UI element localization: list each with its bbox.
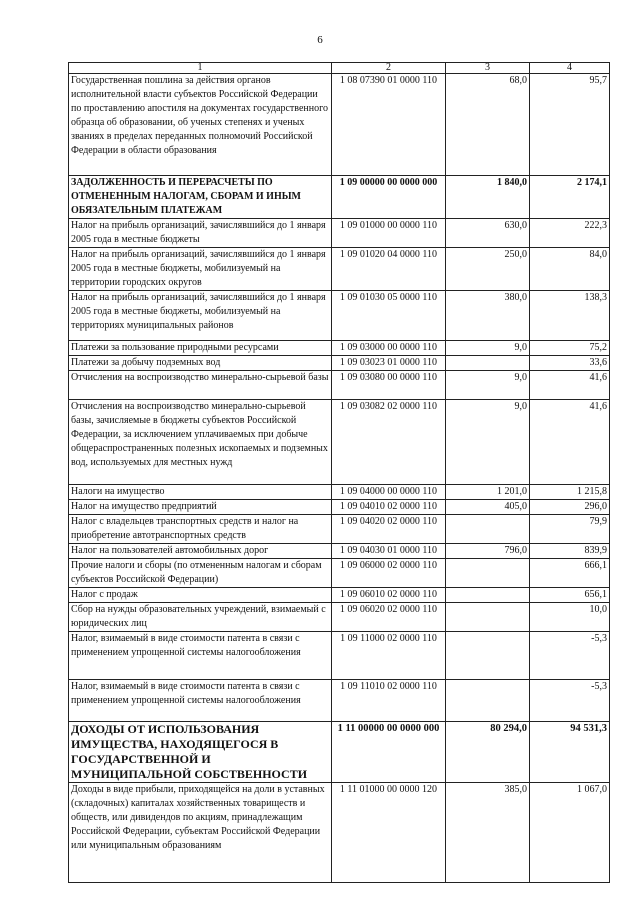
row-budget-code: 1 09 00000 00 0000 000 (332, 176, 446, 219)
row-value-col3: 9,0 (446, 371, 530, 400)
row-value-col3 (446, 632, 530, 680)
row-name: Налог с владельцев транспортных средств и налог на приобретение автотранспортных средств (69, 515, 332, 544)
row-value-col3 (446, 680, 530, 722)
row-name: Отчисления на воспроизводство минерально-сырьевой базы (69, 371, 332, 400)
row-value-col3: 380,0 (446, 291, 530, 341)
row-value-col4: 222,3 (530, 219, 610, 248)
row-name: Платежи за добычу подземных вод (69, 356, 332, 371)
row-value-col3: 630,0 (446, 219, 530, 248)
table-row (69, 356, 610, 371)
table-row (69, 632, 610, 680)
row-budget-code: 1 09 03000 00 0000 110 (332, 341, 446, 356)
row-value-col4: 1 067,0 (530, 783, 610, 883)
table-row (69, 783, 610, 883)
table-row (69, 341, 610, 356)
column-header: 2 (332, 63, 446, 74)
table-row (69, 485, 610, 500)
row-budget-code: 1 09 01020 04 0000 110 (332, 248, 446, 291)
table-row (69, 588, 610, 603)
row-value-col3 (446, 588, 530, 603)
row-name: Налог, взимаемый в виде стоимости патента в связи с применением упрощенной системы налогообложения (69, 632, 332, 680)
table-row (69, 544, 610, 559)
row-budget-code: 1 09 04020 02 0000 110 (332, 515, 446, 544)
table-row (69, 500, 610, 515)
row-name: Налог на имущество предприятий (69, 500, 332, 515)
table-row (69, 219, 610, 248)
row-budget-code: 1 09 04030 01 0000 110 (332, 544, 446, 559)
row-budget-code: 1 08 07390 01 0000 110 (332, 74, 446, 176)
row-value-col4: 296,0 (530, 500, 610, 515)
row-budget-code: 1 09 06000 02 0000 110 (332, 559, 446, 588)
row-value-col3: 80 294,0 (446, 722, 530, 783)
table-row (69, 400, 610, 485)
row-budget-code: 1 09 03080 00 0000 110 (332, 371, 446, 400)
row-value-col3 (446, 515, 530, 544)
row-value-col4: 79,9 (530, 515, 610, 544)
row-name: Налог с продаж (69, 588, 332, 603)
row-value-col4: 75,2 (530, 341, 610, 356)
row-value-col3: 796,0 (446, 544, 530, 559)
table-row (69, 248, 610, 291)
budget-revenue-table (68, 62, 610, 883)
row-budget-code: 1 11 01000 00 0000 120 (332, 783, 446, 883)
row-name: Прочие налоги и сборы (по отмененным налогам и сборам субъектов Российской Федерации) (69, 559, 332, 588)
page-number: 6 (317, 34, 323, 46)
row-name: ДОХОДЫ ОТ ИСПОЛЬЗОВАНИЯ ИМУЩЕСТВА, НАХОДЯЩЕГОСЯ В ГОСУДАРСТВЕННОЙ И МУНИЦИПАЛЬНОЙ СОБСТВЕННОСТИ (69, 722, 332, 783)
row-value-col4: 666,1 (530, 559, 610, 588)
row-budget-code: 1 09 06010 02 0000 110 (332, 588, 446, 603)
table-row (69, 74, 610, 176)
row-budget-code: 1 09 03023 01 0000 110 (332, 356, 446, 371)
row-name: Налог, взимаемый в виде стоимости патента в связи с применением упрощенной системы налогообложения (69, 680, 332, 722)
row-budget-code: 1 11 00000 00 0000 000 (332, 722, 446, 783)
column-header: 1 (69, 63, 332, 74)
row-budget-code: 1 09 06020 02 0000 110 (332, 603, 446, 632)
table-row (69, 291, 610, 341)
row-value-col3: 9,0 (446, 400, 530, 485)
row-value-col4: 41,6 (530, 400, 610, 485)
row-name: Доходы в виде прибыли, приходящейся на доли в уставных (складочных) капиталах хозяйственных товариществ и обществ, или дивидендов по акциям, принадлежащим Российской Федерации, субъектам Российской Федерации или муниципальным образованиям (69, 783, 332, 883)
row-value-col4: -5,3 (530, 680, 610, 722)
row-budget-code: 1 09 11000 02 0000 110 (332, 632, 446, 680)
row-value-col3: 9,0 (446, 341, 530, 356)
row-name: Налоги на имущество (69, 485, 332, 500)
row-name: Налог на прибыль организаций, зачислявшийся до 1 января 2005 года в местные бюджеты (69, 219, 332, 248)
row-name: Отчисления на воспроизводство минерально-сырьевой базы, зачисляемые в бюджеты субъектов Российской Федерации, за исключением уплачиваемых при добыче общераспространенных полезных ископаемых и подземных вод, используемых для местных нужд (69, 400, 332, 485)
table-row (69, 722, 610, 783)
column-header: 3 (446, 63, 530, 74)
table-row (69, 603, 610, 632)
row-value-col4: 839,9 (530, 544, 610, 559)
row-name: Налог на прибыль организаций, зачислявшийся до 1 января 2005 года в местные бюджеты, мобилизуемый на территории городских округов (69, 248, 332, 291)
row-name: Налог на пользователей автомобильных дорог (69, 544, 332, 559)
row-name: Сбор на нужды образовательных учреждений, взимаемый с юридических лиц (69, 603, 332, 632)
row-budget-code: 1 09 01030 05 0000 110 (332, 291, 446, 341)
row-value-col4: 41,6 (530, 371, 610, 400)
column-header: 4 (530, 63, 610, 74)
row-value-col4: 84,0 (530, 248, 610, 291)
row-value-col3 (446, 603, 530, 632)
table-row (69, 559, 610, 588)
row-value-col4: 656,1 (530, 588, 610, 603)
row-budget-code: 1 09 11010 02 0000 110 (332, 680, 446, 722)
row-value-col4: 1 215,8 (530, 485, 610, 500)
row-value-col3 (446, 356, 530, 371)
row-value-col3: 1 840,0 (446, 176, 530, 219)
row-value-col4: 95,7 (530, 74, 610, 176)
column-number-header (69, 63, 610, 74)
row-name: Платежи за пользование природными ресурсами (69, 341, 332, 356)
row-value-col4: -5,3 (530, 632, 610, 680)
row-value-col4: 138,3 (530, 291, 610, 341)
row-value-col3: 250,0 (446, 248, 530, 291)
row-budget-code: 1 09 04010 02 0000 110 (332, 500, 446, 515)
row-name: Государственная пошлина за действия органов исполнительной власти субъектов Российской Федерации по проставлению апостиля на документах государственного образца об образовании, об ученых степенях и ученых званиях в пределах переданных полномочий Российской Федерации в области образования (69, 74, 332, 176)
table-row (69, 176, 610, 219)
row-budget-code: 1 09 04000 00 0000 110 (332, 485, 446, 500)
row-budget-code: 1 09 01000 00 0000 110 (332, 219, 446, 248)
row-value-col3: 385,0 (446, 783, 530, 883)
row-value-col4: 2 174,1 (530, 176, 610, 219)
table-row (69, 680, 610, 722)
row-value-col4: 33,6 (530, 356, 610, 371)
row-name: Налог на прибыль организаций, зачислявшийся до 1 января 2005 года в местные бюджеты, мобилизуемый на территориях муниципальных районов (69, 291, 332, 341)
row-value-col4: 94 531,3 (530, 722, 610, 783)
row-name: ЗАДОЛЖЕННОСТЬ И ПЕРЕРАСЧЕТЫ ПО ОТМЕНЕННЫМ НАЛОГАМ, СБОРАМ И ИНЫМ ОБЯЗАТЕЛЬНЫМ ПЛАТЕЖАМ (69, 176, 332, 219)
row-value-col3 (446, 559, 530, 588)
table-row (69, 515, 610, 544)
row-value-col3: 405,0 (446, 500, 530, 515)
row-value-col4: 10,0 (530, 603, 610, 632)
row-value-col3: 1 201,0 (446, 485, 530, 500)
row-budget-code: 1 09 03082 02 0000 110 (332, 400, 446, 485)
table-row (69, 371, 610, 400)
row-value-col3: 68,0 (446, 74, 530, 176)
